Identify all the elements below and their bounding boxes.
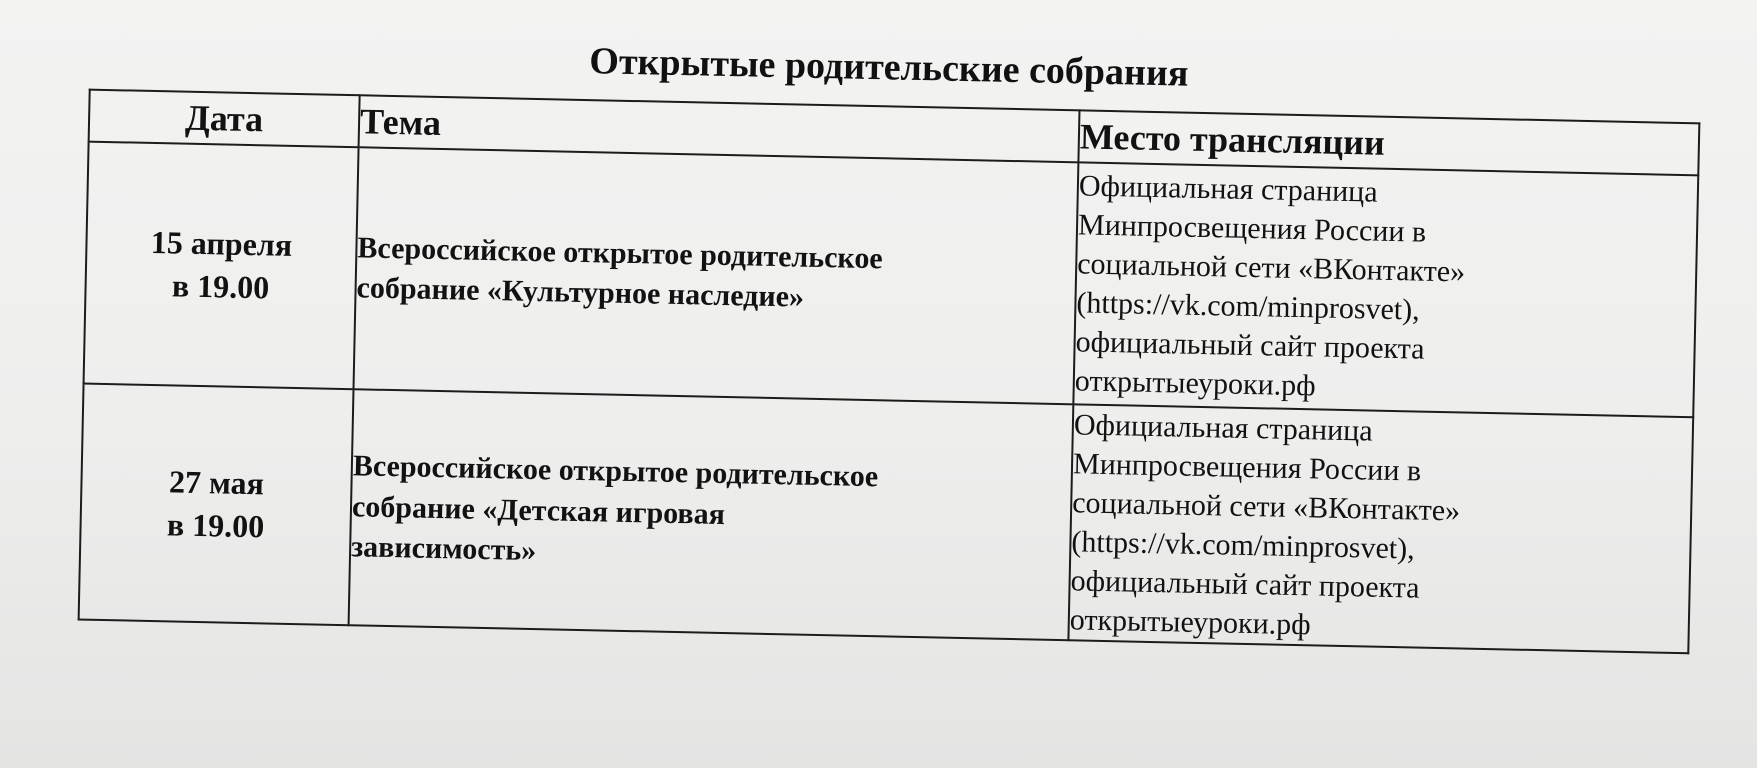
- topic-text-line: Всероссийское открытое родительское: [352, 449, 879, 494]
- header-date: Дата: [89, 90, 360, 148]
- header-topic: Тема: [359, 95, 1080, 162]
- table-row: [79, 384, 1694, 654]
- place-text-line: официальный сайт проекта: [1070, 564, 1420, 605]
- place-link-text: (https://vk.com/minprosvet),: [1071, 525, 1416, 566]
- place-link-text: (https://vk.com/minprosvet),: [1076, 286, 1421, 327]
- meetings-table: [78, 89, 1701, 655]
- place-text-line: социальной сети «ВКонтакте»: [1076, 247, 1466, 289]
- topic-text-line: зависимость»: [350, 530, 537, 568]
- place-text-line: Минпросвещения России в: [1077, 208, 1427, 249]
- date-cell: [84, 142, 359, 390]
- date-text: 27 мая: [168, 463, 265, 502]
- document-title: Открытые родительские собрания: [588, 40, 1189, 95]
- table-row: [84, 142, 1699, 418]
- topic-text-line: Всероссийское открытое родительское: [357, 230, 884, 275]
- place-text-line: социальной сети «ВКонтакте»: [1071, 486, 1461, 528]
- place-text-line: Официальная страница: [1078, 169, 1378, 209]
- place-cell: [1068, 404, 1693, 653]
- topic-cell: [353, 147, 1078, 404]
- topic-text-line: собрание «Культурное наследие»: [356, 271, 805, 314]
- date-text: 15 апреля: [150, 223, 293, 263]
- place-site-text: открытыеуроки.рф: [1069, 603, 1311, 642]
- topic-text-line: собрание «Детская игровая: [351, 489, 726, 531]
- place-text-line: Официальная страница: [1073, 408, 1373, 448]
- time-text: в 19.00: [171, 267, 270, 306]
- place-cell: [1073, 162, 1698, 417]
- place-text-line: официальный сайт проекта: [1075, 325, 1425, 366]
- time-text: в 19.00: [166, 506, 265, 545]
- place-text-line: Минпросвещения России в: [1072, 447, 1422, 488]
- place-site-text: открытыеуроки.рф: [1074, 364, 1316, 403]
- topic-cell: [349, 389, 1074, 640]
- header-place: Место трансляции: [1078, 110, 1699, 175]
- document-sheet: [45, 28, 1720, 768]
- date-cell: [79, 384, 354, 626]
